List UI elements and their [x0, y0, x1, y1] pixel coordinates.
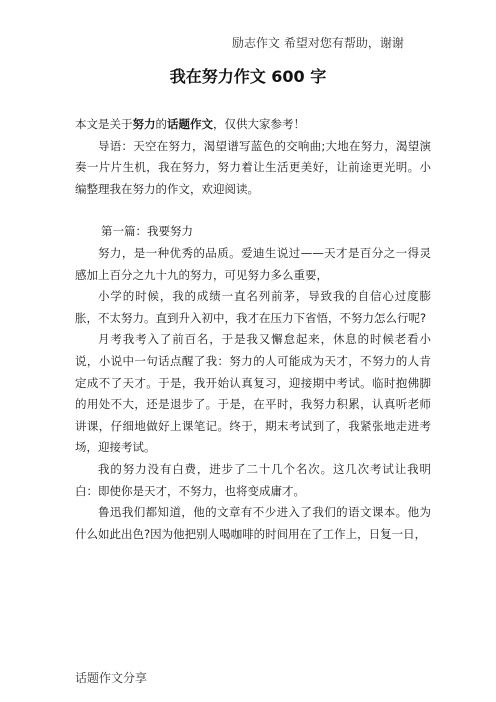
body-paragraph: 我的努力没有白费，进步了二十几个名次。这几次考试让我明白：即使你是天才，不努力，也将变成庸才。	[75, 461, 431, 498]
footer-note: 话题作文分享	[75, 671, 148, 685]
spacer	[75, 200, 431, 221]
intro-line	[75, 114, 431, 136]
intro-text-2: 的	[155, 117, 167, 131]
body-paragraph: 努力，是一种优秀的品质。爱迪生说过——天才是百分之一得灵感加上百分之九十九的努力，可见努力多么重要，	[75, 245, 431, 282]
section-title: 第一篇：我要努力	[101, 224, 193, 239]
intro-keyword-effort: 努力	[132, 117, 156, 131]
body-paragraph: 鲁迅我们都知道，他的文章有不少进入了我们的语文课本。他为什么如此出色?因为他把别人喝咖啡的时间用在了工作上，日复一日，	[75, 505, 431, 541]
document-body	[75, 114, 431, 545]
body-paragraph: 小学的时候，我的成绩一直名列前茅，导致我的自信心过度膨胀，不太努力。直到升入初中，我才在压力下省悟，不努力怎么行呢?	[75, 289, 431, 325]
body-paragraph: 月考我考入了前百名，于是我又懈怠起来，休息的时候老看小说，小说中一句话点醒了我：努力的人可能成为天才，不努力的人肯定成不了天才。于是，我开始认真复习，迎接期中考试。临时抱佛脚的用处不大，还是退步了。于是，在平时，我努力积累，认真听老师讲课，仔细地做好上课笔记。终于，期末考试到了，我紧张地走进考场，迎接考试。	[75, 332, 431, 455]
intro-keyword-topic: 话题作文	[167, 117, 213, 131]
intro-text-1: 本文是关于	[75, 117, 133, 131]
document-title: 我在努力作文 600 字	[169, 67, 327, 86]
intro-text-3: ，仅供大家参考！	[213, 117, 305, 131]
header-note: 励志作文 希望对您有帮助，谢谢	[232, 36, 404, 50]
lead-paragraph: 导语：天空在努力，渴望谱写蓝色的交响曲;大地在努力，渴望演奏一片片生机，我在努力，努力着让生活更美好，让前途更光明。小编整理我在努力的作文，欢迎阅读。	[75, 138, 431, 196]
